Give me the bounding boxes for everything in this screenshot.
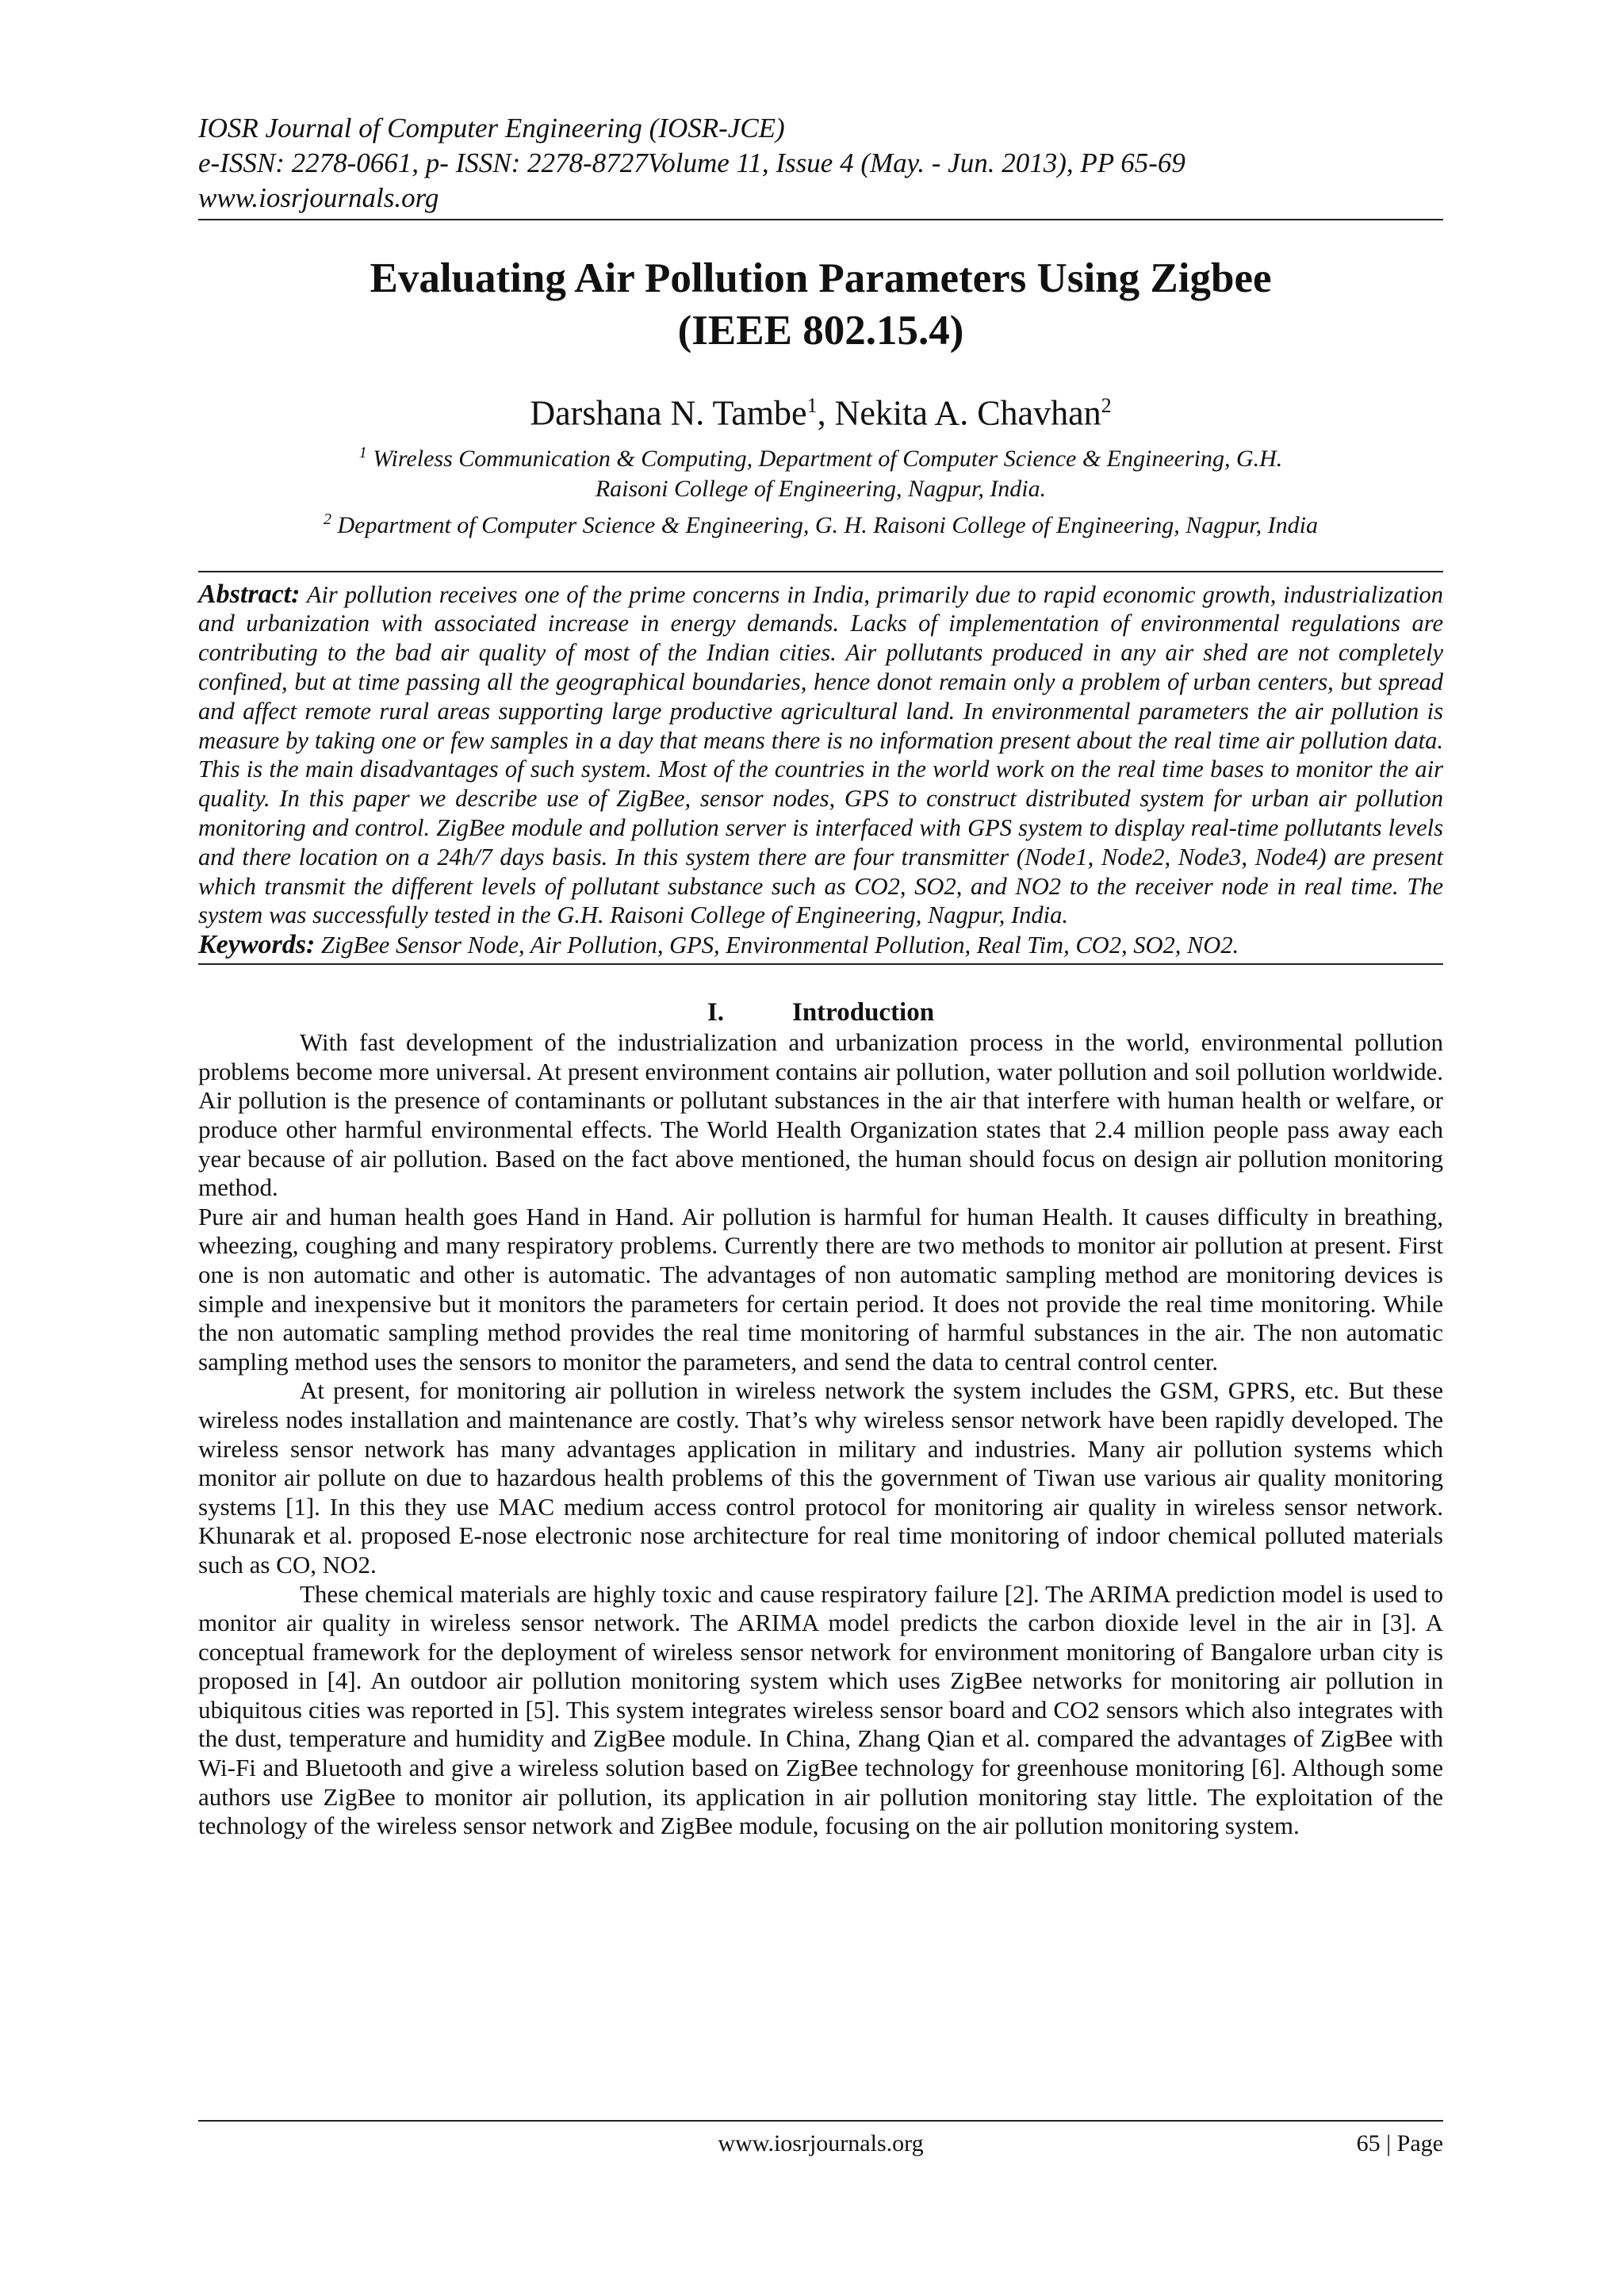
footer-row [198, 2126, 1443, 2161]
introduction-body [198, 1028, 1443, 1841]
affiliation-2-mark: 2 [323, 510, 331, 528]
journal-website: www.iosrjournals.org [198, 182, 439, 213]
abstract [198, 580, 1443, 931]
affiliation-1-line-2: Raisoni College of Engineering, Nagpur, India. [595, 475, 1047, 502]
footer-website: www.iosrjournals.org [718, 2130, 924, 2156]
abstract-bottom-rule [198, 963, 1443, 965]
author-1: Darshana N. Tambe [530, 393, 807, 433]
section-number: I. [707, 998, 724, 1027]
page-footer [198, 2120, 1443, 2161]
abstract-label: Abstract: [198, 579, 301, 609]
abstract-text: Air pollution receives one of the prime concerns in India, primarily due to rapid economic growth, industrialization and urbanization with associated increase in energy demands. Lacks of implementation of environmental regulations are contributing to the bad air quality of most of the Indian cities. Air pollutants produced in any air shed are not completely confined, but at time passing all the geographical boundaries, hence donot remain only a problem of urban centers, but spread and affect remote rural areas supporting large productive agricultural land. In environmental parameters the air pollution is measure by taking one or few samples in a day that means there is no information present about the real time air pollution data. This is the main disadvantages of such system. Most of the countries in the world work on the real time bases to monitor the air quality. In this paper we describe use of ZigBee, sensor nodes, GPS to construct distributed system for urban air pollution monitoring and control. ZigBee module and pollution server is interfaced with GPS system to display real-time pollutants levels and there location on a 24h/7 days basis. In this system there are four transmitter (Node1, Node2, Node3, Node4) are present which transmit the different levels of pollutant substance such as CO2, SO2, and NO2 to the receiver node in real time. The system was successfully tested in the G.H. Raisoni College of Engineering, Nagpur, India. [198, 580, 1443, 929]
intro-paragraph-3: At present, for monitoring air pollution in wireless network the system includes the GSM, GPRS, etc. But these wireless nodes installation and maintenance are costly. That’s why wireless sensor network have been rapidly developed. The wireless sensor network has many advantages application in military and industries. Many air pollution systems which monitor air pollute on due to hazardous health problems of this the government of Tiwan use various air quality monitoring systems [1]. In this they use MAC medium access control protocol for monitoring air quality in wireless sensor network. Khunarak et al. proposed E-nose electronic nose architecture for real time monitoring of indoor chemical polluted materials such as CO, NO2. [198, 1376, 1443, 1578]
header-rule [198, 219, 1443, 220]
paper-page [198, 111, 1443, 1841]
intro-paragraph-1: With fast development of the industrialization and urbanization process in the world, environmental pollution problems become more universal. At present environment contains air pollution, water pollution and soil pollution worldwide. Air pollution is the presence of contaminants or pollutant substances in the air that interfere with human health or welfare, or produce other harmful environmental effects. The World Health Organization states that 2.4 million people pass away each year because of air pollution. Based on the fact above mentioned, the human should focus on design air pollution monitoring method. [198, 1028, 1443, 1202]
title-line-2: (IEEE 802.15.4) [677, 308, 964, 354]
author-separator: , [817, 393, 835, 433]
title-line-1: Evaluating Air Pollution Parameters Using Zigbee [370, 255, 1272, 301]
author-2: Nekita A. Chavhan [834, 393, 1101, 433]
abstract-top-rule [198, 571, 1443, 572]
affiliation-2: $^2$ Department of Computer Science & Engineering, G. H. Raisoni College of Engineering, Nagpur, India [323, 510, 1318, 538]
intro-paragraph-2: Pure air and human health goes Hand in Hand. Air pollution is harmful for human Health. It causes difficulty in breathing, wheezing, coughing and many respiratory problems. Currently there are two methods to monitor air pollution at present. First one is non automatic and other is automatic. The advantages of non automatic sampling method are monitoring devices is simple and inexpensive but it monitors the parameters for certain period. It does not provide the real time monitoring. While the non automatic sampling method provides the real time monitoring of harmful substances in the air. The non automatic sampling method uses the sensors to monitor the parameters, and send the data to central control center. [198, 1202, 1443, 1376]
author-2-affil-mark: 2 [1101, 394, 1112, 417]
affiliation-1-mark: 1 [358, 443, 367, 461]
footer-rule [198, 2120, 1443, 2122]
section-title: Introduction [791, 998, 935, 1027]
intro-paragraph-4: These chemical materials are highly toxic and cause respiratory failure [2]. The ARIMA prediction model is used to monitor air quality in wireless sensor network. The ARIMA model predicts the carbon dioxide level in the air in [3]. A conceptual framework for the deployment of wireless sensor network for environment monitoring of Bangalore urban city is proposed in [4]. An outdoor air pollution monitoring system which uses ZigBee networks for monitoring air pollution in ubiquitous cities was reported in [5]. This system integrates wireless sensor board and CO2 sensors which also integrates with the dust, temperature and humidity and ZigBee module. In China, Zhang Qian et al. compared the advantages of ZigBee with Wi-Fi and Bluetooth and give a wireless solution based on ZigBee technology for greenhouse monitoring [6]. Although some authors use ZigBee to monitor air pollution, its application in air pollution monitoring stay little. The exploitation of the technology of the wireless sensor network and ZigBee module, focusing on the air pollution monitoring system. [198, 1579, 1443, 1840]
keywords-text: ZigBee Sensor Node, Air Pollution, GPS, Environmental Pollution, Real Tim, CO2, SO2, NO2. [315, 932, 1239, 959]
issn-line: e-ISSN: 2278-0661, p- ISSN: 2278-8727Volume 11, Issue 4 (May. - Jun. 2013), PP 65-69 [198, 147, 1185, 178]
author-list [198, 385, 1443, 434]
keywords [198, 930, 1443, 960]
keywords-label: Keywords: [198, 930, 316, 960]
journal-name: IOSR Journal of Computer Engineering (IOSR-JCE) [198, 113, 785, 144]
author-1-affil-mark: 1 [806, 394, 818, 417]
section-heading-introduction [198, 997, 1443, 1028]
page-number: 65 | Page [1356, 2130, 1443, 2156]
paper-title [198, 252, 1443, 357]
journal-header [198, 111, 1443, 216]
affiliation-1-line-1: $^1$ Wireless Communication & Computing, Department of Computer Science & Engineering, G.H. [358, 443, 1283, 472]
affiliations [198, 438, 1443, 541]
